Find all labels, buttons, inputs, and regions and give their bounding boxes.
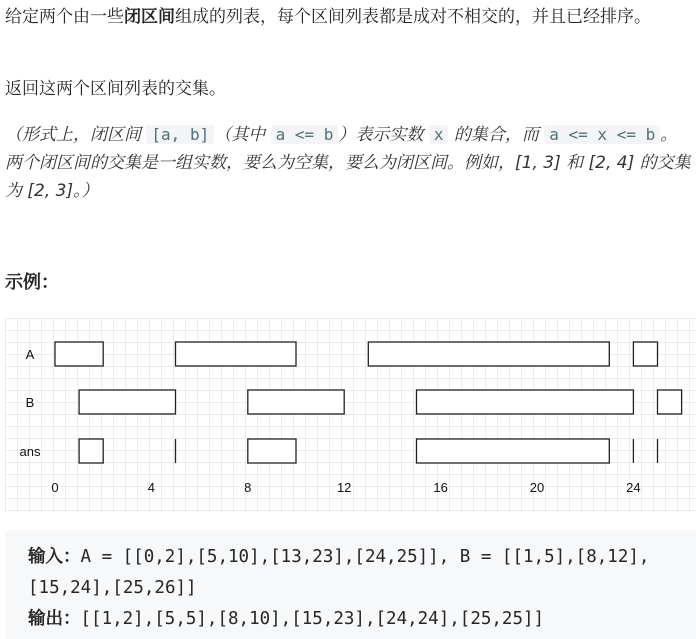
problem-description xyxy=(5,4,692,30)
x-tick-label: 24 xyxy=(626,480,641,495)
desc-text-2: 组成的列表，每个区间列表都是成对不相交的，并且已经排序。 xyxy=(175,7,651,27)
interval-box xyxy=(79,390,175,414)
def-text-b: （其中 xyxy=(214,125,271,145)
input-value: A = [[0,2],[5,10],[13,23],[24,25]], B = [[1,5],[8,12],[15,24],[25,26]] xyxy=(28,547,650,598)
def-code-x: x xyxy=(429,125,449,144)
output-label: 输出： xyxy=(28,609,81,629)
x-tick-label: 4 xyxy=(147,480,156,495)
x-tick-label: 20 xyxy=(529,480,545,495)
def-code-interval: [a, b] xyxy=(146,125,214,144)
interval-box xyxy=(417,439,610,463)
input-label: 输入： xyxy=(28,547,81,567)
interval-box xyxy=(658,390,682,414)
interval-box xyxy=(248,439,296,463)
def-code-condition: a <= b xyxy=(271,125,339,144)
x-tick-label: 16 xyxy=(433,480,448,495)
interval-box xyxy=(633,342,657,366)
def-code-range: a <= x <= b xyxy=(544,125,660,144)
problem-task: 返回这两个区间列表的交集。 xyxy=(5,79,226,99)
output-value: [[1,2],[5,5],[8,10],[15,23],[24,24],[25,25]] xyxy=(80,609,545,629)
row-label-A: A xyxy=(25,347,35,362)
interval-box xyxy=(55,342,103,366)
row-label-B: B xyxy=(25,395,35,410)
def-text-c: ）表示实数 xyxy=(338,125,429,145)
row-label-ans: ans xyxy=(19,444,41,459)
interval-diagram xyxy=(5,318,696,512)
def-text-d: 的集合，而 xyxy=(448,125,545,145)
interval-box xyxy=(79,439,103,463)
interval-box xyxy=(248,390,344,414)
x-tick-label: 0 xyxy=(51,480,59,495)
example-heading: 示例： xyxy=(5,272,59,293)
desc-bold-term: 闭区间 xyxy=(124,7,175,27)
x-tick-label: 12 xyxy=(336,480,352,495)
interval-box xyxy=(417,390,634,414)
def-text-e: 。两个闭区间的交集是一组实数，要么为空集，要么为闭区间。例如，[1, 3] 和 [2, 4] 的交集为 [2, 3]。） xyxy=(5,125,691,201)
problem-definition xyxy=(5,121,692,205)
x-tick-label: 8 xyxy=(244,480,252,495)
example-io-block xyxy=(5,530,696,639)
interval-box xyxy=(176,342,297,366)
interval-box xyxy=(368,342,609,366)
desc-text-1: 给定两个由一些 xyxy=(5,7,124,27)
def-text-a: （形式上，闭区间 xyxy=(5,125,147,145)
